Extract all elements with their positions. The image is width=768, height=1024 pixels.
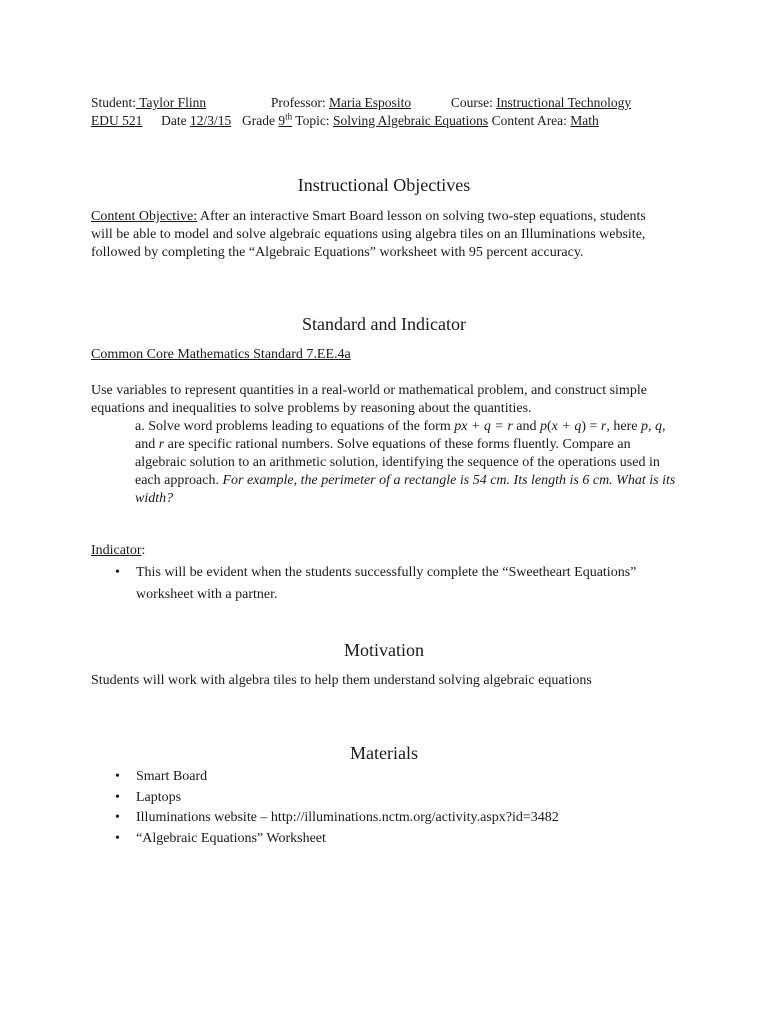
topic-label: Topic:	[295, 113, 330, 128]
professor-label: Professor:	[270, 95, 326, 110]
standard-example: For example, the perimeter of a rectangle is 54 cm. Its length is 6 cm. What is its width?	[135, 473, 676, 506]
student-label: Student:	[91, 95, 137, 110]
motivation-heading: Motivation	[344, 640, 424, 660]
header-line-2	[91, 112, 599, 130]
material-item: • Smart Board	[91, 767, 711, 788]
header-line-1	[91, 94, 631, 112]
materials-heading: Materials	[350, 743, 418, 763]
date-label: Date	[161, 113, 187, 128]
content-objective	[91, 208, 671, 262]
indicator-bullet: • This will be evident when the students successfully complete the “Sweetheart Equations” worksheet with a partner.	[91, 562, 681, 606]
material-item: • Illuminations website – http://illuminations.nctm.org/activity.aspx?id=3482	[91, 808, 711, 829]
indicator-label: Indicator	[91, 543, 142, 558]
content-area-label: Content Area:	[491, 113, 567, 128]
grade-label: Grade	[242, 113, 275, 128]
standard-item-a: a. Solve word problems leading to equations of the form px + q = r and p(x + q) = r, here p, q, and r are specific rational numbers. Solve equations of these forms fluently. Compare an algebraic solution to an arithmetic solution, identifying the sequence of the operations used in each approach. For example, the perimeter of a rectangle is 54 cm. Its length is 6 cm. What is its width?	[135, 419, 676, 506]
student-name: Taylor Flinn	[136, 95, 207, 110]
material-item: • “Algebraic Equations” Worksheet	[91, 829, 711, 850]
date-value: 12/3/15	[189, 113, 232, 128]
indicator-list	[91, 562, 681, 606]
professor-name: Maria Esposito	[328, 95, 412, 110]
content-objective-label: Content Objective:	[91, 209, 198, 224]
standard-intro: Use variables to represent quantities in a real-world or mathematical problem, and construct simple equations and inequalities to solve problems by reasoning about the quantities.	[91, 383, 647, 416]
course-code: EDU 521	[91, 113, 143, 128]
grade-value: 9th	[278, 111, 293, 128]
material-item: • Laptops	[91, 788, 711, 809]
topic-value: Solving Algebraic Equations	[332, 113, 489, 128]
standard-name: Common Core Mathematics Standard 7.EE.4a	[91, 347, 351, 362]
standard-heading: Standard and Indicator	[302, 314, 466, 334]
content-objective-text: After an interactive Smart Board lesson on solving two-step equations, students will be able to model and solve algebraic equations using algebra tiles on an Illuminations website, followed by completing the “Algebraic Equations” worksheet with 95 percent accuracy.	[91, 209, 646, 260]
materials-list	[91, 767, 711, 849]
course-name: Instructional Technology	[496, 95, 632, 110]
objectives-heading: Instructional Objectives	[297, 175, 471, 195]
motivation-text: Students will work with algebra tiles to help them understand solving algebraic equations	[91, 673, 592, 688]
indicator-label-line: Indicator:	[91, 543, 146, 558]
content-area-value: Math	[570, 113, 599, 128]
course-label: Course:	[450, 95, 493, 110]
